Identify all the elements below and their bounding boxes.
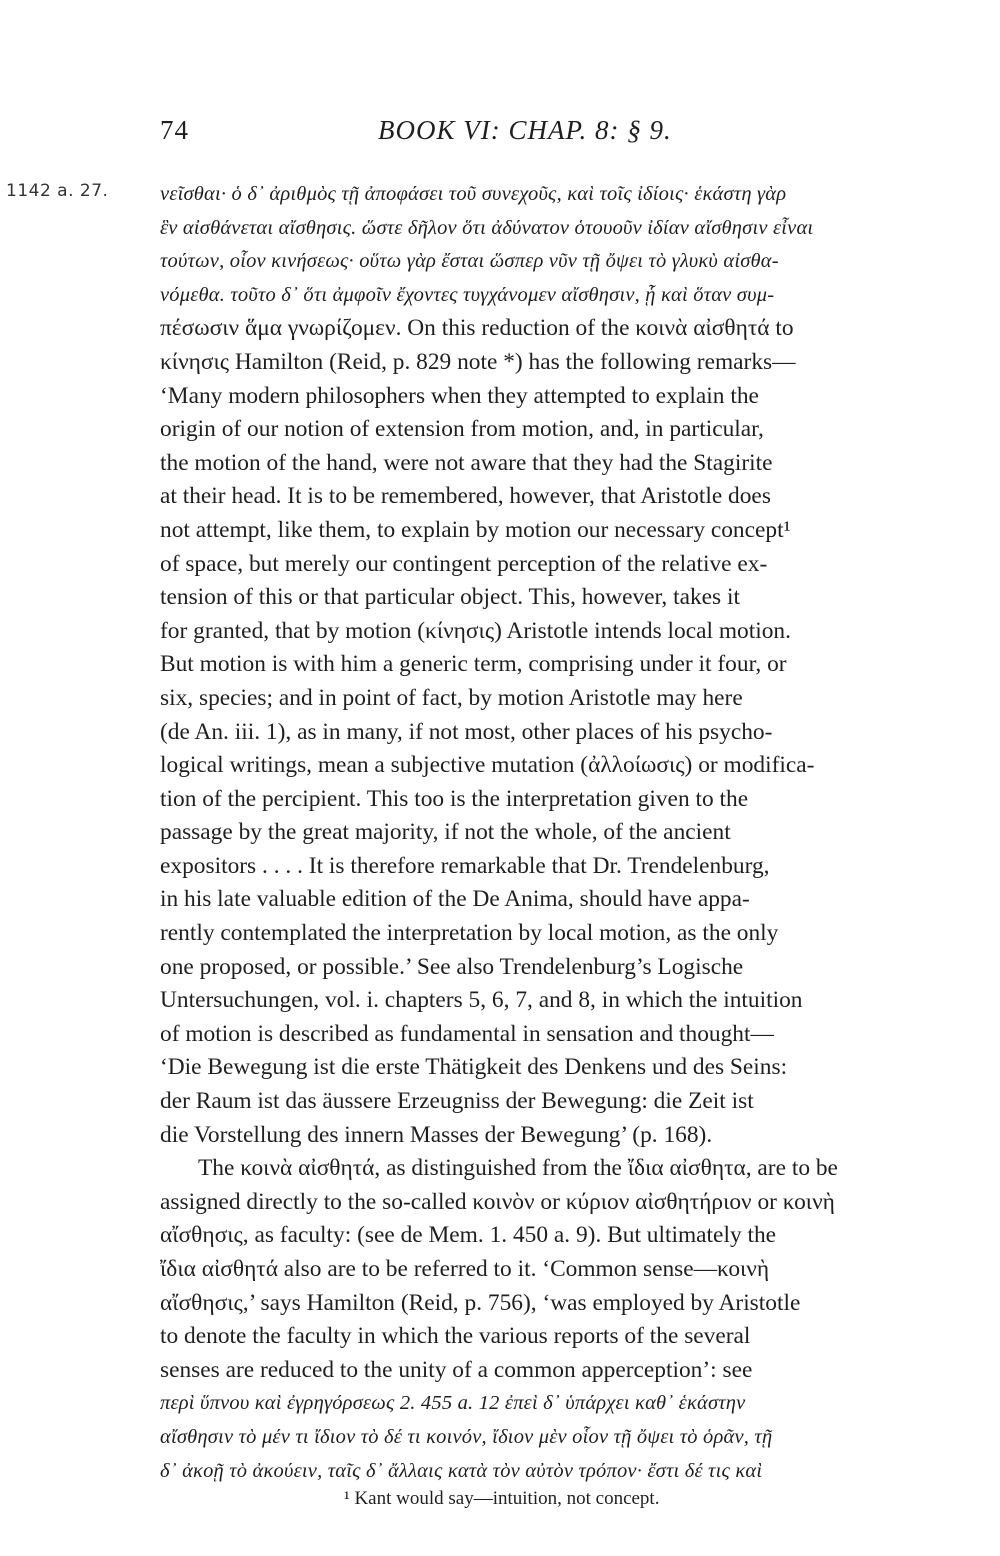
text-line: not attempt, like them, to explain by motion our necessary concept¹: [160, 516, 791, 543]
text-line: passage by the great majority, if not the whole, of the ancient: [160, 819, 731, 846]
text-line: νόμεθα. τοῦτο δ᾽ ὅτι ἀμφοῖν ἔχοντες τυγχάνομεν αἴσθησιν, ᾗ καὶ ὅταν συμ-: [160, 283, 775, 306]
text-line: rently contemplated the interpretation by local motion, as the only: [160, 920, 779, 947]
text-line: logical writings, mean a subjective mutation (ἀλλοίωσις) or modifica-: [160, 752, 815, 779]
text-line: περὶ ὕπνου καὶ ἐγρηγόρσεως 2. 455 a. 12 ἐπεὶ δ᾽ ὑπάρχει καθ᾽ ἑκάστην: [160, 1392, 746, 1415]
text-line: πέσωσιν ἅμα γνωρίζομεν. On this reduction of the κοινὰ αἰσθητά to: [160, 315, 794, 342]
text-line: der Raum ist das äussere Erzeugniss der Bewegung: die Zeit ist: [160, 1088, 754, 1115]
text-line: But motion is with him a generic term, comprising under it four, or: [160, 651, 787, 678]
text-line: origin of our notion of extension from motion, and, in particular,: [160, 416, 764, 443]
page-header: [160, 115, 940, 155]
text-line: of motion is described as fundamental in sensation and thought—: [160, 1020, 774, 1047]
text-line: αἴσθησιν τὸ μέν τι ἴδιον τὸ δέ τι κοινόν, ἴδιον μὲν οἷον τῇ ὄψει τὸ ὁρᾶν, τῇ: [160, 1425, 773, 1448]
text-line: ἓν αἰσθάνεται αἴσθησις. ὥστε δῆλον ὅτι ἀδύνατον ὁτουοῦν ἰδίαν αἴσθησιν εἶναι: [160, 216, 814, 239]
text-line: the motion of the hand, were not aware that they had the Stagirite: [160, 449, 773, 476]
text-line: for granted, that by motion (κίνησις) Aristotle intends local motion.: [160, 617, 791, 644]
text-line: six, species; and in point of fact, by motion Aristotle may here: [160, 684, 743, 711]
footnote: ¹ Kant would say—intuition, not concept.: [344, 1488, 660, 1509]
margin-reference: 1142 a. 27.: [6, 181, 109, 201]
text-line: expositors . . . . It is therefore remarkable that Dr. Trendelenburg,: [160, 852, 770, 879]
text-line: ἴδια αἰσθητά also are to be referred to it. ‘Common sense—κοινὴ: [160, 1256, 770, 1282]
text-line: assigned directly to the so-called κοινὸν or κύριον αἰσθητήριον or κοινὴ: [160, 1188, 835, 1215]
running-head: BOOK VI: CHAP. 8: § 9.: [378, 115, 672, 145]
text-line: one proposed, or possible.’ See also Trendelenburg’s Logische: [160, 953, 744, 980]
text-line: αἴσθησις,’ says Hamilton (Reid, p. 756), ‘was employed by Aristotle: [160, 1289, 801, 1316]
text-line: νεῖσθαι· ὁ δ᾽ ἀριθμὸς τῇ ἀποφάσει τοῦ συνεχοῦς, καὶ τοῖς ἰδίοις· ἑκάστη γὰρ: [160, 183, 787, 205]
text-line: τούτων, οἷον κινήσεως· οὕτω γὰρ ἔσται ὥσπερ νῦν τῇ ὄψει τὸ γλυκὺ αἰσθα-: [160, 250, 779, 273]
text-line: of space, but merely our contingent perception of the relative ex-: [160, 550, 768, 577]
text-line: in his late valuable edition of the De Anima, should have appa-: [160, 886, 750, 913]
text-line: to denote the faculty in which the various reports of the several: [160, 1323, 751, 1350]
text-line: ‘Die Bewegung ist die erste Thätigkeit des Denkens und des Seins:: [160, 1054, 788, 1081]
body-text: [160, 178, 940, 1488]
text-line: senses are reduced to the unity of a common apperception’: see: [160, 1356, 753, 1383]
text-line: ‘Many modern philosophers when they attempted to explain the: [160, 382, 759, 409]
text-line: tion of the percipient. This too is the interpretation given to the: [160, 785, 749, 812]
text-line: δ᾽ ἀκοῇ τὸ ἀκούειν, ταῖς δ᾽ ἄλλαις κατὰ τὸν αὐτὸν τρόπον· ἔστι δέ τις καὶ: [160, 1459, 763, 1482]
text-line: κίνησις Hamilton (Reid, p. 829 note *) has the following remarks—: [160, 348, 796, 375]
text-line: (de An. iii. 1), as in many, if not most, other places of his psycho-: [160, 718, 773, 745]
text-line: αἴσθησις, as faculty: (see de Mem. 1. 450 a. 9). But ultimately the: [160, 1222, 777, 1249]
text-line: at their head. It is to be remembered, however, that Aristotle does: [160, 483, 771, 510]
text-line: tension of this or that particular object. This, however, takes it: [160, 584, 741, 611]
text-line: die Vorstellung des innern Masses der Bewegung’ (p. 168).: [160, 1121, 713, 1148]
page-number: 74: [160, 115, 189, 145]
text-line: Untersuchungen, vol. i. chapters 5, 6, 7, and 8, in which the intuition: [160, 987, 803, 1014]
paragraph-start-line: The κοινὰ αἰσθητά, as distinguished from the ἴδια αἰσθητα, are to be: [198, 1155, 838, 1182]
